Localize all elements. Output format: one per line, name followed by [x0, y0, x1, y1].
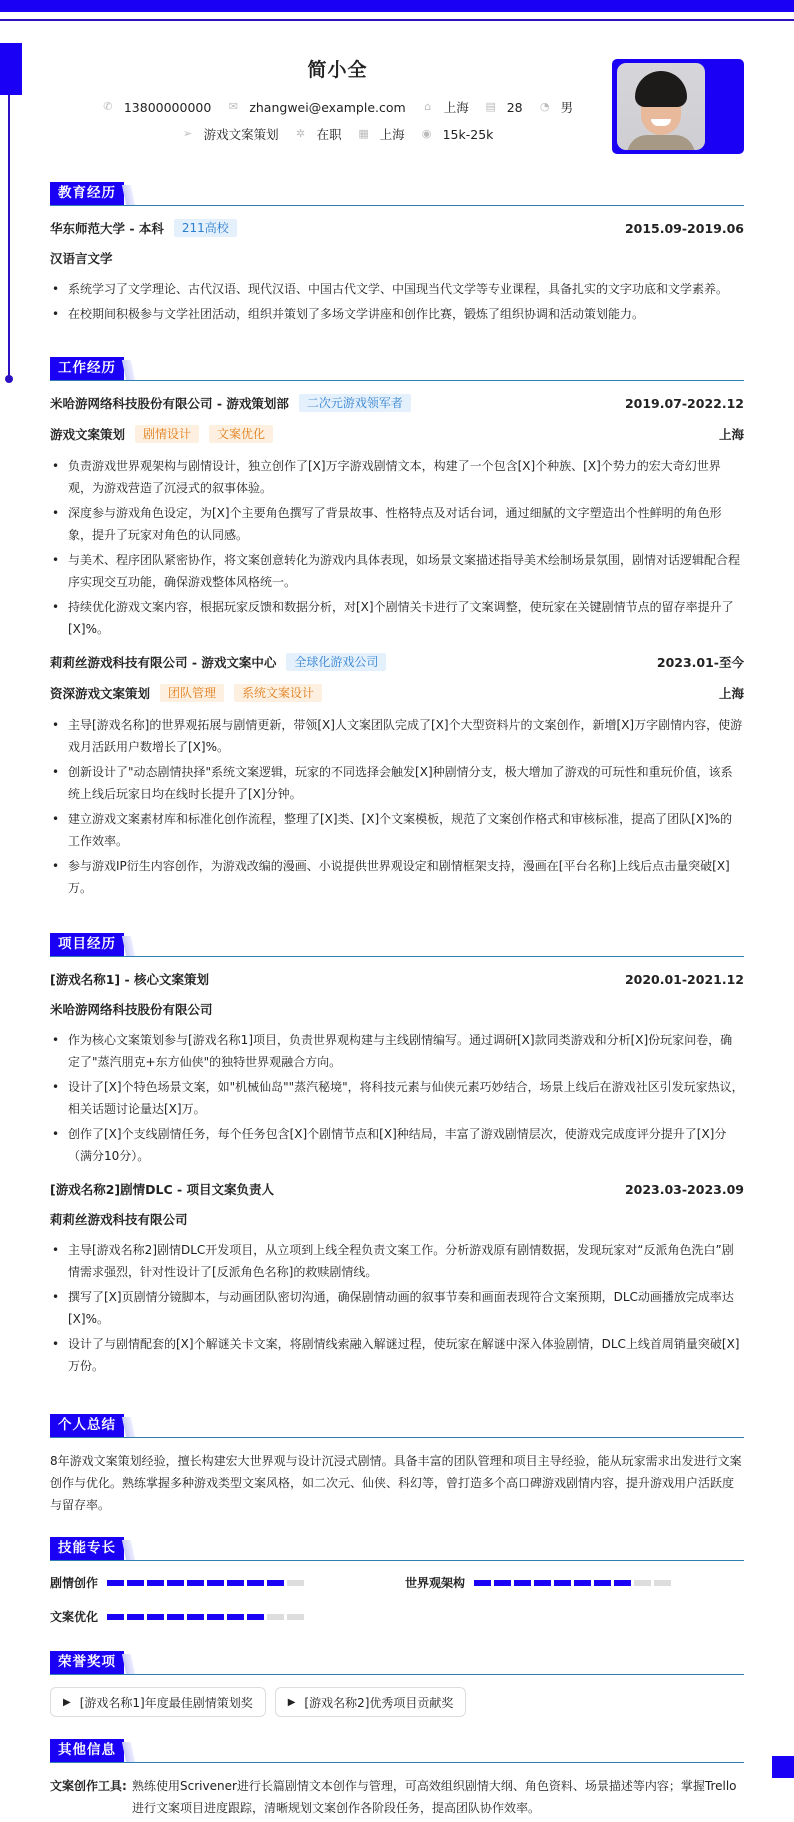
award-chip[interactable]: ▶ [游戏名称2]优秀项目贡献奖 [275, 1687, 467, 1717]
other-info-row [50, 1775, 744, 1819]
project-item [50, 1179, 744, 1377]
list-item: • 设计了[X]个特色场景文案，如"机械仙岛""蒸汽秘境"，将科技元素与仙侠元素巧妙结合，场景上线后在游戏社区引发玩家热议，相关话题讨论量达[X]万。 [50, 1076, 744, 1120]
section-title: 教育经历 [50, 182, 124, 205]
list-item: • 系统学习了文学理论、古代汉语、现代汉语、中国古代文学、中国现当代文学等专业课程，具备扎实的文字功底和文学素养。 [50, 278, 744, 300]
job-role: 资深游戏文案策划 [50, 686, 151, 701]
section-header [50, 182, 744, 206]
skill-tag: 剧情设计 [135, 425, 199, 443]
age-icon: ▤ [485, 100, 496, 113]
skill-tag: 团队管理 [160, 684, 224, 702]
other-info-label: 文案创作工具: [50, 1779, 127, 1793]
top-accent-line [0, 19, 794, 21]
education-bullets [50, 278, 744, 325]
contact-age: ▤ 28 [485, 99, 523, 115]
awards-section [50, 1651, 744, 1717]
award-chip[interactable]: ▶ [游戏名称1]年度最佳剧情策划奖 [50, 1687, 266, 1717]
job-role: 游戏文案策划 [50, 427, 126, 442]
other-section [50, 1739, 744, 1819]
work-period: 2023.01-至今 [656, 655, 744, 670]
section-header [50, 1414, 744, 1438]
avatar-frame [612, 59, 744, 154]
skill-tag: 文案优化 [209, 425, 273, 443]
list-item: • 设计了与剧情配套的[X]个解谜关卡文案，将剧情线索融入解谜过程，使玩家在解谜中深入体验剧情，DLC上线首周销量突破[X]万份。 [50, 1333, 744, 1377]
section-title: 荣誉奖项 [50, 1651, 124, 1674]
list-item: • 创新设计了"动态剧情抉择"系统文案逻辑，玩家的不同选择会触发[X]种剧情分支，极大增加了游戏的可玩性和重玩价值，该系统上线后玩家日均在线时长提升了[X]分钟。 [50, 761, 744, 805]
section-title: 其他信息 [50, 1739, 124, 1762]
contact-phone: ✆ 13800000000 [103, 99, 212, 115]
building-icon: ▦ [358, 127, 369, 140]
section-header [50, 1651, 744, 1675]
left-accent-block [0, 43, 22, 95]
other-info-text: 熟练使用Scrivener进行长篇剧情文本创作与管理，可高效组织剧情大纲、角色资料、场景描述等内容；掌握Trello进行文案项目进度跟踪，清晰规划文案创作各阶段任务，提高团队协作效率。 [132, 1779, 737, 1815]
job-city: ▦ 上海 [358, 127, 405, 142]
work-item [50, 393, 744, 640]
gender-icon: ◔ [539, 100, 550, 113]
list-item: • 与美术、程序团队紧密协作，将文案创意转化为游戏内具体表现，如场景文案描述指导美术绘制场景氛围，剧情对话逻辑配合程序实现交互功能，确保游戏整体风格统一。 [50, 549, 744, 593]
school-tag: 211高校 [174, 219, 237, 237]
contact-email[interactable]: ✉ zhangwei@example.com [228, 99, 406, 115]
work-section [50, 357, 744, 911]
company-name: 莉莉丝游戏科技有限公司 - 游戏文案中心 [50, 655, 277, 670]
candidate-name: 简小全 [307, 59, 368, 81]
list-item: • 主导[游戏名称]的世界观拓展与剧情更新，带领[X]人文案团队完成了[X]个大型资料片的文案创作，新增[X]万字剧情内容，使游戏月活跃用户数增长了[X]%。 [50, 714, 744, 758]
skill-label: 世界观架构 [405, 1575, 466, 1590]
top-accent-bar [0, 0, 794, 12]
section-header [50, 1537, 744, 1561]
summary-section [50, 1414, 744, 1516]
skill-level-bar [107, 1609, 307, 1623]
list-item: • 持续优化游戏文案内容，根据玩家反馈和数据分析，对[X]个剧情关卡进行了文案调整，使玩家在关键剧情节点的留存率提升了[X]%。 [50, 596, 744, 640]
avatar [617, 63, 705, 150]
work-item [50, 652, 744, 899]
section-title: 工作经历 [50, 357, 124, 380]
job-salary: ◉ 15k-25k [421, 126, 494, 142]
play-triangle-icon: ▶ [63, 1696, 71, 1708]
skill-level-bar [107, 1575, 307, 1589]
education-row [50, 218, 744, 238]
list-item: • 深度参与游戏角色设定，为[X]个主要角色撰写了背景故事、性格特点及对话台词，通过细腻的文字塑造出个性鲜明的角色形象，提升了玩家对角色的认同感。 [50, 502, 744, 546]
project-period: 2020.01-2021.12 [624, 971, 744, 987]
work-period: 2019.07-2022.12 [624, 395, 744, 411]
contact-city: ⌂ 上海 [422, 98, 469, 116]
projects-section [50, 933, 744, 1389]
salary-icon: ◉ [421, 127, 432, 140]
section-header [50, 1739, 744, 1763]
list-item: • 负责游戏世界观架构与剧情设计，独立创作了[X]万字游戏剧情文本，构建了一个包含[X]个种族、[X]个势力的宏大奇幻世界观，为游戏营造了沉浸式的叙事体验。 [50, 455, 744, 499]
section-title: 项目经历 [50, 933, 124, 956]
company-name: 米哈游网络科技股份有限公司 - 游戏策划部 [50, 396, 289, 411]
list-item: • 主导[游戏名称2]剧情DLC开发项目，从立项到上线全程负责文案工作。分析游戏原有剧情数据，发现玩家对“反派角色洗白”剧情需求强烈，针对性设计了[反派角色名称]的救赎剧情线。 [50, 1239, 744, 1283]
list-item: • 创作了[X]个支线剧情任务，每个任务包含[X]个剧情节点和[X]种结局，丰富了游戏剧情层次，使游戏完成度评分提升了[X]分（满分10分）。 [50, 1123, 744, 1167]
section-header [50, 357, 744, 381]
skill-label: 剧情创作 [50, 1575, 99, 1590]
school-name: 华东师范大学 - 本科 [50, 221, 164, 236]
company-tag: 全球化游戏公司 [286, 653, 386, 671]
list-item: • 在校期间积极参与文学社团活动，组织并策划了多场文学讲座和创作比赛，锻炼了组织协调和活动策划能力。 [50, 303, 744, 325]
send-icon: ➢ [182, 127, 193, 140]
play-triangle-icon: ▶ [287, 1696, 296, 1708]
skills-section [50, 1537, 744, 1625]
section-title: 技能专长 [50, 1537, 124, 1560]
home-icon: ⌂ [424, 100, 432, 113]
education-section [50, 182, 744, 337]
project-name: [游戏名称2]剧情DLC - 项目文案负责人 [50, 1182, 275, 1197]
awards-list [50, 1687, 744, 1717]
list-item: • 建立游戏文案素材库和标准化创作流程，整理了[X]类、[X]个文案模板，规范了文案创作格式和审核标准，提高了团队[X]%的工作效率。 [50, 808, 744, 852]
contact-row [50, 98, 625, 116]
company-tag: 二次元游戏领军者 [299, 394, 411, 412]
left-timeline-line [8, 95, 10, 378]
left-timeline-dot [5, 375, 13, 383]
skill-item [405, 1573, 745, 1591]
work-location: 上海 [718, 686, 744, 701]
education-period: 2015.09-2019.06 [624, 220, 744, 236]
major: 汉语言文学 [50, 251, 113, 266]
project-period: 2023.03-2023.09 [624, 1181, 744, 1197]
list-item: • 参与游戏IP衍生内容创作，为游戏改编的漫画、小说提供世界观设定和剧情框架支持，漫画在[平台名称]上线后点击量突破[X]万。 [50, 855, 744, 899]
phone-icon: ✆ [103, 100, 113, 113]
list-item: • 撰写了[X]页剧情分镜脚本，与动画团队密切沟通，确保剧情动画的叙事节奏和画面表现符合文案预期，DLC动画播放完成率达[X]%。 [50, 1286, 744, 1330]
section-header [50, 933, 744, 957]
skills-grid [50, 1573, 744, 1625]
job-intent-row [50, 125, 625, 143]
list-item: • 作为核心文案策划参与[游戏名称1]项目，负责世界观构建与主线剧情编写。通过调研[X]款同类游戏和分析[X]份玩家问卷，确定了"蒸汽朋克+东方仙侠"的独特世界观融合方向。 [50, 1029, 744, 1073]
status-icon: ✲ [295, 127, 306, 140]
skill-item [50, 1573, 405, 1591]
skill-item [50, 1607, 405, 1625]
work-location: 上海 [718, 427, 744, 442]
project-company: 米哈游网络科技股份有限公司 [50, 1002, 213, 1017]
project-item [50, 969, 744, 1167]
job-position: ➢ 游戏文案策划 [182, 127, 279, 142]
contact-gender: ◔ 男 [539, 100, 574, 115]
section-title: 个人总结 [50, 1414, 124, 1437]
summary-text: 8年游戏文案策划经验，擅长构建宏大世界观与设计沉浸式剧情。具备丰富的团队管理和项目主导经验，能从玩家需求出发进行文案创作与优化。熟练掌握多种游戏类型文案风格，如二次元、仙侠、科幻等，曾打造多个高口碑游戏剧情内容，提升游戏用户活跃度与留存率。 [50, 1454, 742, 1512]
project-name: [游戏名称1] - 核心文案策划 [50, 972, 210, 987]
skill-label: 文案优化 [50, 1609, 99, 1624]
job-status: ✲ 在职 [295, 127, 342, 142]
skill-tag: 系统文案设计 [234, 684, 322, 702]
resume-header [50, 55, 625, 152]
project-company: 莉莉丝游戏科技有限公司 [50, 1212, 188, 1227]
mail-icon: ✉ [228, 100, 238, 113]
skill-level-bar [474, 1575, 674, 1589]
right-accent-block [772, 1756, 794, 1778]
